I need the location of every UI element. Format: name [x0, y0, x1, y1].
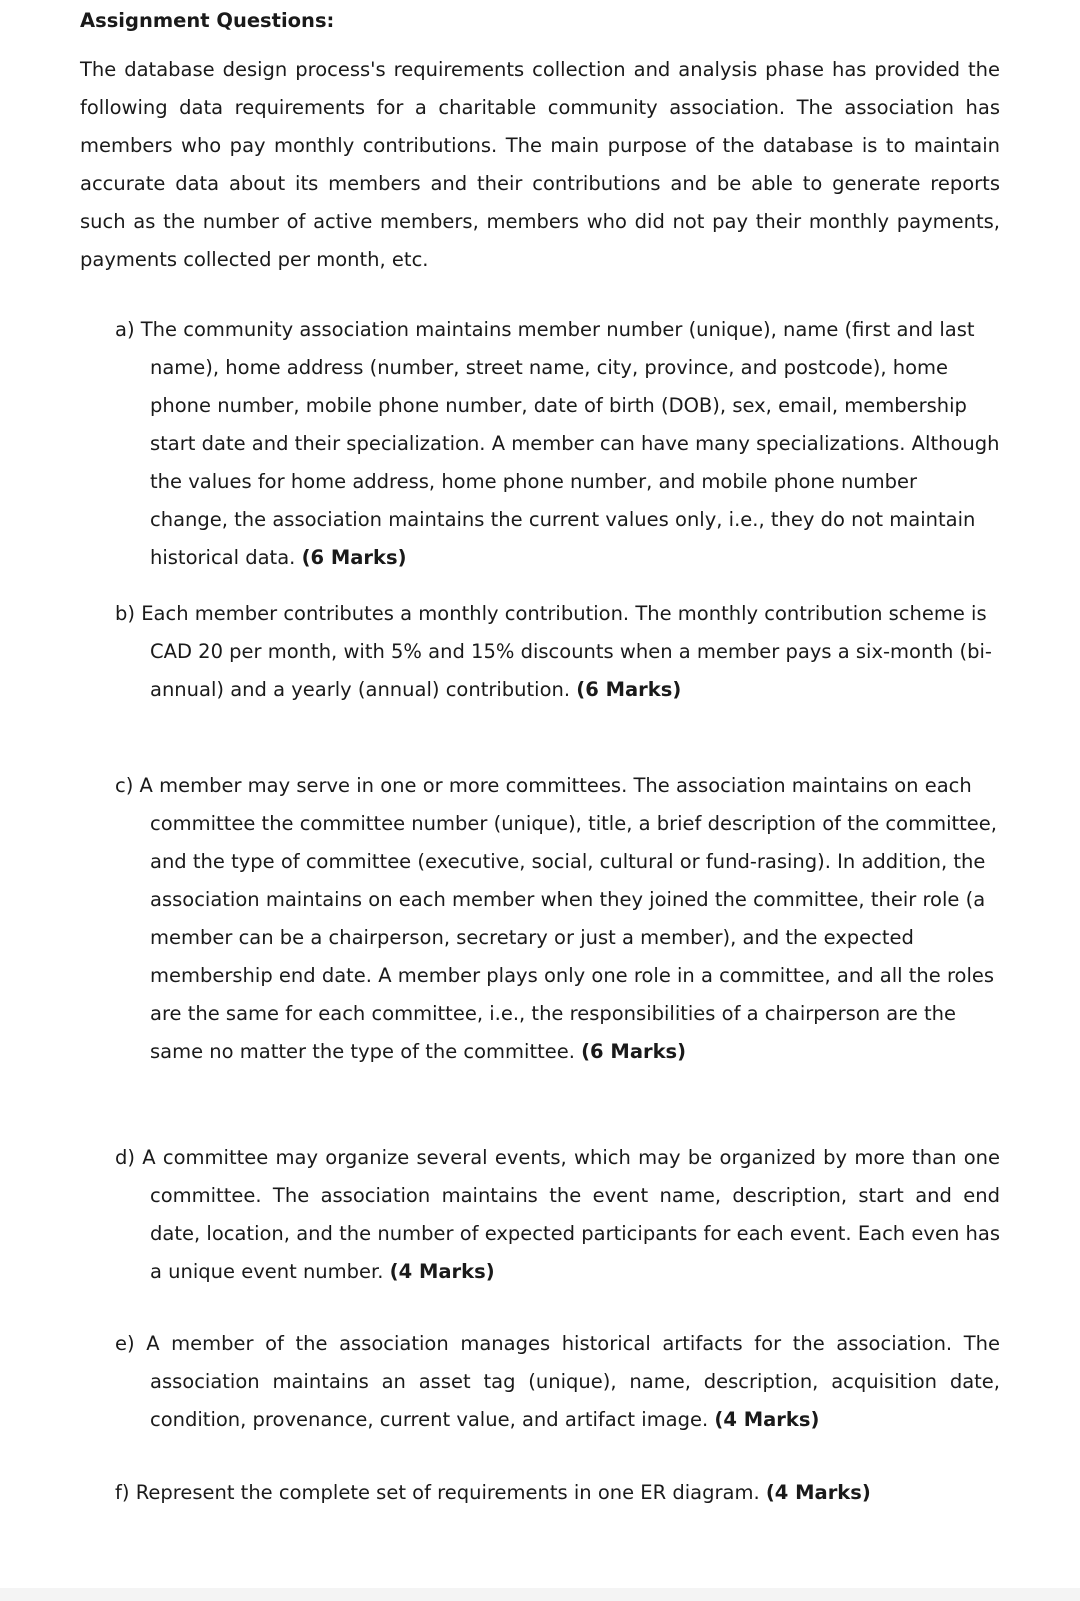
question-b-text: Each member contributes a monthly contribution. The monthly contribution scheme is CAD 20 per month, with 5% and 15% discounts when a member pays a six-month (bi-annual) and a yearly (annual) contribution. — [141, 602, 992, 701]
page-heading: Assignment Questions: — [80, 9, 335, 32]
question-d-text: A committee may organize several events, which may be organized by more than one committee. The association maintains the event name, description, start and end date, location, and the number of expected participants for each event. Each even has a unique event number. — [142, 1146, 1000, 1283]
question-a-text: The community association maintains member number (unique), name (first and last name), home address (number, street name, city, province, and postcode), home phone number, mobile phone number, date of birth (DOB), sex, email, membership start date and their specialization. A member can have many specializations. Although the values for home address, home phone number, and mobile phone number change, the association maintains the current values only, i.e., they do not maintain historical data. — [140, 318, 1000, 569]
question-b-body — [115, 595, 1000, 709]
question-e-label: e) — [115, 1332, 135, 1355]
question-b-marks: (6 Marks) — [576, 678, 682, 701]
question-d-label: d) — [115, 1146, 135, 1169]
question-d-body — [115, 1139, 1000, 1291]
question-c — [115, 767, 1000, 1071]
intro-paragraph: The database design process's requirements collection and analysis phase has provided the following data requirements for a charitable community association. The association has members who pay monthly contributions. The main purpose of the database is to maintain accurate data about its members and their contributions and be able to generate reports such as the number of active members, members who did not pay their monthly payments, payments collected per month, etc. — [80, 58, 1000, 271]
question-f-label: f) — [115, 1481, 130, 1504]
question-c-body — [115, 767, 1000, 1071]
question-a-label: a) — [115, 318, 135, 341]
question-c-label: c) — [115, 774, 134, 797]
question-a — [115, 311, 1000, 577]
question-e — [115, 1325, 1000, 1439]
question-f-marks: (4 Marks) — [765, 1481, 871, 1504]
question-e-text: A member of the association manages historical artifacts for the association. The association maintains an asset tag (unique), name, description, acquisition date, condition, provenance, current value, and artifact image. — [146, 1332, 1000, 1431]
question-f-body — [115, 1474, 1000, 1512]
question-e-body — [115, 1325, 1000, 1439]
question-d — [115, 1139, 1000, 1291]
question-c-text: A member may serve in one or more committees. The association maintains on each committee the committee number (unique), title, a brief description of the committee, and the type of committee (executive, social, cultural or fund-rasing). In addition, the association maintains on each member when they joined the committee, their role (a member can be a chairperson, secretary or just a member), and the expected membership end date. A member plays only one role in a committee, and all the roles are the same for each committee, i.e., the responsibilities of a chairperson are the same no matter the type of the committee. — [139, 774, 997, 1063]
page-bottom-edge — [0, 1588, 1080, 1601]
question-f — [115, 1474, 1000, 1512]
question-e-marks: (4 Marks) — [714, 1408, 820, 1431]
question-b-label: b) — [115, 602, 135, 625]
question-c-marks: (6 Marks) — [581, 1040, 687, 1063]
question-d-marks: (4 Marks) — [389, 1260, 495, 1283]
question-f-text: Represent the complete set of requirements in one ER diagram. — [135, 1481, 760, 1504]
question-b — [115, 595, 1000, 709]
question-a-body — [115, 311, 1000, 577]
question-a-marks: (6 Marks) — [301, 546, 407, 569]
